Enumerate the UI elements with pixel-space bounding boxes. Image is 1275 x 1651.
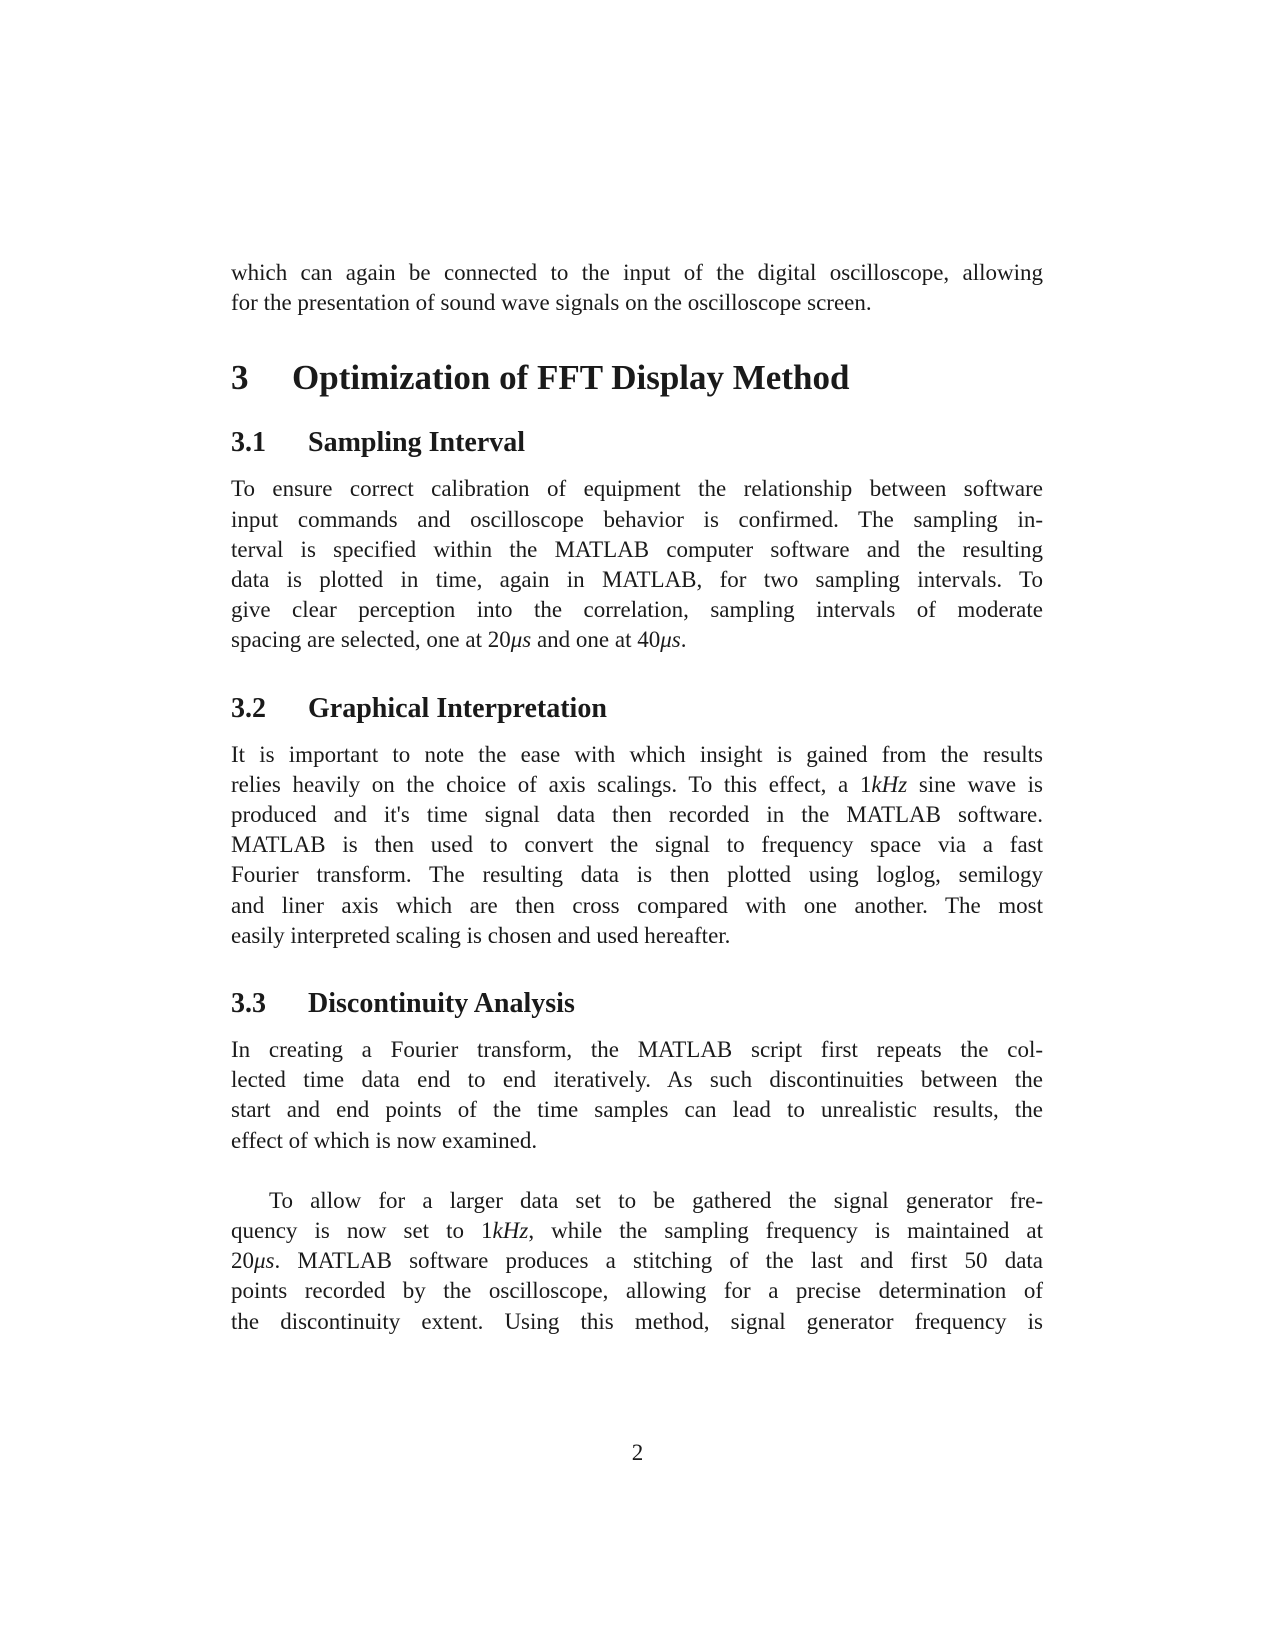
text-line: terval is specified within the MATLAB computer software and the resulting — [231, 536, 1043, 562]
text-line: give clear perception into the correlation, sampling intervals of moderate — [231, 597, 1043, 623]
text-line: To ensure correct calibration of equipment the relationship between software — [231, 476, 1043, 502]
section-heading — [231, 358, 1043, 398]
math-unit: kHz — [492, 1218, 529, 1244]
paragraph-discontinuity-2 — [231, 1186, 1043, 1337]
text-line: which can again be connected to the input of the digital oscilloscope, allowing — [231, 260, 1043, 285]
text-line: and liner axis which are then cross compared with one another. The most — [231, 892, 1043, 918]
subsection-number: 3.2 — [231, 692, 266, 724]
paragraph-graphical-interpretation — [231, 740, 1043, 951]
text-line — [231, 770, 1043, 800]
subsection-heading-3-3 — [231, 987, 1043, 1021]
section-title: Optimization of FFT Display Method — [292, 358, 850, 398]
math-unit: kHz — [871, 771, 908, 797]
text-line: In creating a Fourier transform, the MATLAB script first repeats the col- — [231, 1037, 1043, 1063]
math-unit: μs — [510, 627, 532, 653]
subsection-title: Graphical Interpretation — [308, 692, 607, 724]
text-line: It is important to note the ease with which insight is gained from the results — [231, 741, 1043, 767]
text-line: MATLAB is then used to convert the signal to frequency space via a fast — [231, 832, 1043, 858]
paragraph-sampling-interval — [231, 474, 1043, 655]
paragraph-discontinuity-1 — [231, 1035, 1043, 1156]
text-line — [231, 625, 1043, 655]
text-run: 20 — [231, 1248, 254, 1274]
subsection-heading-3-1 — [231, 426, 1043, 460]
subsection-title: Sampling Interval — [308, 427, 526, 459]
text-run: . MATLAB software produces a stitching of the last and first 50 data — [274, 1248, 1043, 1274]
text-line: points recorded by the oscilloscope, allowing for a precise determination of — [231, 1278, 1043, 1304]
section-number: 3 — [231, 358, 249, 398]
subsection-heading-3-2 — [231, 692, 1043, 726]
text-line: the discontinuity extent. Using this method, signal generator frequency is — [231, 1308, 1043, 1334]
text-run: sine wave is — [907, 771, 1044, 797]
text-line: data is plotted in time, again in MATLAB, for two sampling intervals. To — [231, 567, 1043, 593]
text-line: To allow for a larger data set to be gathered the signal generator fre- — [269, 1187, 1043, 1213]
text-run: quency is now set to 1 — [231, 1218, 493, 1244]
text-run: and one at 40 — [531, 627, 661, 653]
text-line: lected time data end to end iteratively. As such discontinuities between the — [231, 1067, 1043, 1093]
text-run: , while the sampling frequency is maintained at — [528, 1218, 1043, 1244]
text-run: . — [680, 627, 687, 653]
math-unit: μs — [254, 1248, 275, 1274]
math-unit: μs — [660, 627, 681, 653]
text-run: relies heavily on the choice of axis scalings. To this effect, a 1 — [231, 771, 872, 797]
text-line: for the presentation of sound wave signals on the oscilloscope screen. — [231, 290, 872, 316]
text-line: input commands and oscilloscope behavior is confirmed. The sampling in- — [231, 506, 1043, 532]
text-line — [231, 1216, 1043, 1246]
text-line: produced and it's time signal data then recorded in the MATLAB software. — [231, 802, 1043, 828]
subsection-number: 3.3 — [231, 988, 266, 1020]
page-number: 2 — [631, 1440, 644, 1465]
text-line: start and end points of the time samples can lead to unrealistic results, the — [231, 1097, 1043, 1123]
text-line: effect of which is now examined. — [231, 1127, 538, 1153]
subsection-title: Discontinuity Analysis — [308, 988, 575, 1020]
subsection-number: 3.1 — [231, 427, 266, 459]
text-line: easily interpreted scaling is chosen and used hereafter. — [231, 922, 731, 948]
text-run: spacing are selected, one at 20 — [231, 627, 511, 653]
text-line — [231, 1246, 1043, 1276]
intro-paragraph — [231, 258, 1043, 318]
page-content — [231, 258, 1043, 1337]
text-line: Fourier transform. The resulting data is then plotted using loglog, semilogy — [231, 862, 1043, 888]
